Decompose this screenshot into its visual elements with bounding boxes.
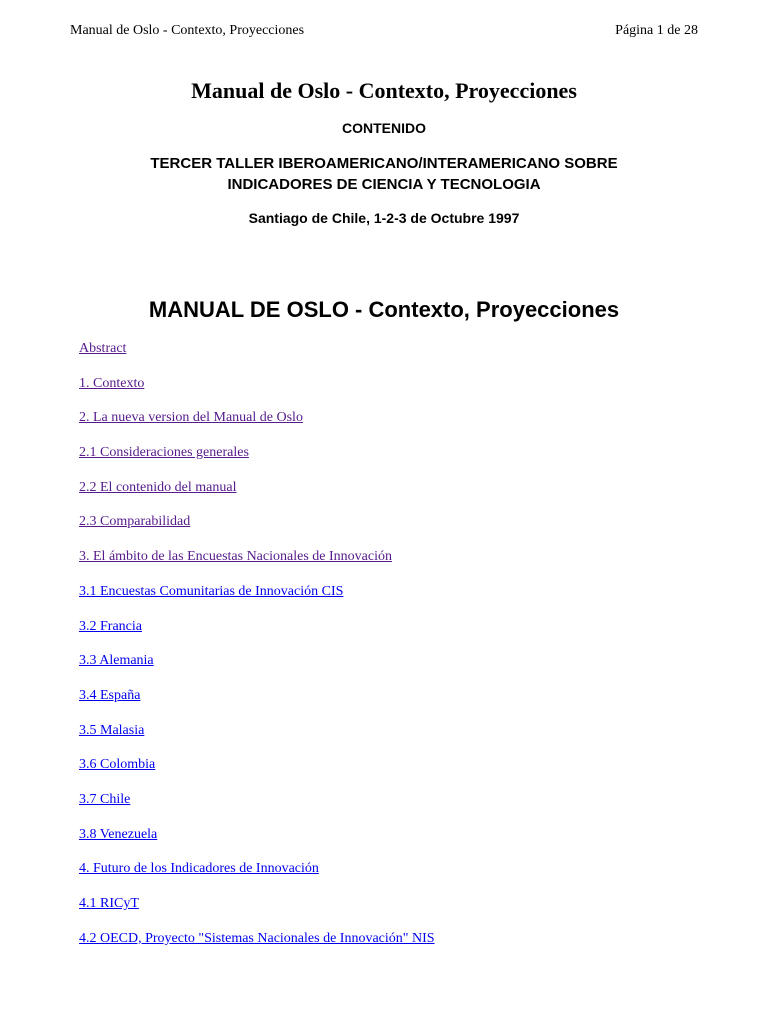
- document-title: Manual de Oslo - Contexto, Proyecciones: [191, 78, 577, 103]
- toc-link[interactable]: 3.2 Francia: [79, 618, 142, 634]
- toc-item: [79, 720, 435, 755]
- toc-link[interactable]: Abstract: [79, 341, 127, 356]
- toc-item: [79, 373, 435, 408]
- toc-item: [79, 546, 435, 581]
- main-heading: MANUAL DE OSLO - Contexto, Proyecciones: [148, 297, 620, 322]
- toc-item: [79, 407, 435, 442]
- toc-link[interactable]: 4. Futuro de los Indicadores de Innovación: [79, 861, 319, 877]
- toc-link[interactable]: 2.3 Comparabilidad: [79, 514, 191, 530]
- header-document-title: Manual de Oslo - Contexto, Proyecciones: [70, 23, 305, 38]
- toc-link[interactable]: 3.7 Chile: [79, 791, 131, 807]
- toc-item: [79, 858, 435, 893]
- toc-item: [79, 477, 435, 512]
- toc-link[interactable]: 3.3 Alemania: [79, 653, 154, 669]
- toc-link[interactable]: 2.1 Consideraciones generales: [79, 445, 249, 461]
- toc-item: [79, 685, 435, 720]
- toc-link[interactable]: 3. El ámbito de las Encuestas Nacionales de Innovación: [79, 549, 392, 565]
- toc-link[interactable]: 3.1 Encuestas Comunitarias de Innovación CIS: [79, 583, 344, 599]
- place-and-date: Santiago de Chile, 1-2-3 de Octubre 1997: [248, 210, 520, 226]
- header-page-number: Página 1 de 28: [615, 23, 698, 38]
- workshop-title-line-1: TERCER TALLER IBEROAMERICANO/INTERAMERICANO SOBRE: [150, 155, 618, 172]
- toc-item: [79, 650, 435, 685]
- contents-heading: CONTENIDO: [342, 120, 426, 136]
- toc-item: [79, 928, 435, 963]
- toc-link[interactable]: 3.4 España: [79, 687, 141, 703]
- toc-item: [79, 442, 435, 477]
- table-of-contents: [79, 338, 435, 962]
- toc-link[interactable]: 1. Contexto: [79, 375, 145, 391]
- toc-link[interactable]: 2.2 El contenido del manual: [79, 479, 237, 495]
- toc-item: [79, 616, 435, 651]
- toc-link[interactable]: 2. La nueva version del Manual de Oslo: [79, 410, 303, 426]
- toc-item: [79, 754, 435, 789]
- toc-link[interactable]: 3.5 Malasia: [79, 722, 145, 738]
- toc-item: [79, 581, 435, 616]
- toc-link[interactable]: 3.6 Colombia: [79, 757, 156, 773]
- toc-item: [79, 824, 435, 859]
- toc-link[interactable]: 4.2 OECD, Proyecto "Sistemas Nacionales de Innovación" NIS: [79, 930, 435, 946]
- page-header: [70, 21, 698, 41]
- toc-link[interactable]: 3.8 Venezuela: [79, 826, 158, 842]
- workshop-title-line-2: INDICADORES DE CIENCIA Y TECNOLOGIA: [227, 176, 541, 193]
- toc-item: [79, 893, 435, 928]
- toc-item: [79, 338, 435, 373]
- toc-item: [79, 789, 435, 824]
- toc-link[interactable]: 4.1 RICyT: [79, 896, 139, 911]
- workshop-title: [84, 153, 684, 195]
- toc-item: [79, 511, 435, 546]
